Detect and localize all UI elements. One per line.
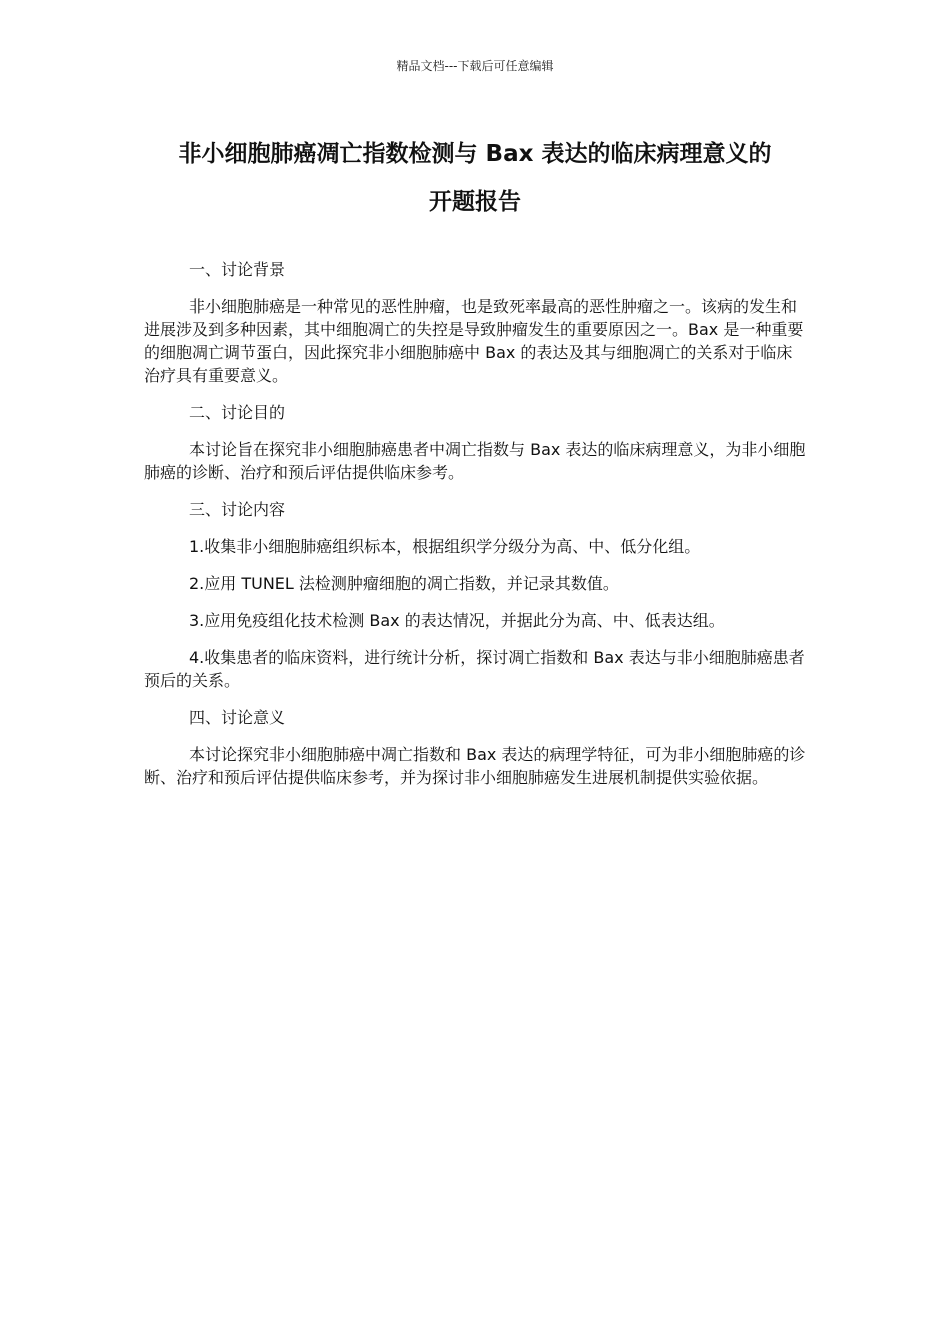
content-item-2: 2.应用 TUNEL 法检测肿瘤细胞的凋亡指数，并记录其数值。 — [189, 574, 619, 593]
paragraph-purpose: 本讨论旨在探究非小细胞肺癌患者中凋亡指数与 Bax 表达的临床病理意义，为非小细胞肺癌的诊断、治疗和预后评估提供临床参考。 — [144, 440, 806, 482]
document-title — [130, 130, 820, 226]
title-line-2: 开题报告 — [429, 189, 521, 215]
section-heading-background: 一、讨论背景 — [189, 260, 286, 279]
document-body — [144, 258, 806, 803]
section-heading-content: 三、讨论内容 — [189, 500, 286, 519]
section-heading-purpose: 二、讨论目的 — [189, 403, 286, 422]
paragraph-significance: 本讨论探究非小细胞肺癌中凋亡指数和 Bax 表达的病理学特征，可为非小细胞肺癌的诊断、治疗和预后评估提供临床参考，并为探讨非小细胞肺癌发生进展机制提供实验依据。 — [144, 745, 806, 787]
header-note: 精品文档---下载后可任意编辑 — [396, 59, 554, 73]
content-item-3: 3.应用免疫组化技术检测 Bax 的表达情况，并据此分为高、中、低表达组。 — [189, 611, 725, 630]
title-line-1: 非小细胞肺癌凋亡指数检测与 Bax 表达的临床病理意义的 — [178, 141, 772, 167]
content-item-4: 4.收集患者的临床资料，进行统计分析，探讨凋亡指数和 Bax 表达与非小细胞肺癌患者预后的关系。 — [144, 648, 805, 690]
paragraph-background: 非小细胞肺癌是一种常见的恶性肿瘤，也是致死率最高的恶性肿瘤之一。该病的发生和进展涉及到多种因素，其中细胞凋亡的失控是导致肿瘤发生的重要原因之一。Bax 是一种重要的细胞凋亡调节蛋白，因此探究非小细胞肺癌中 Bax 的表达及其与细胞凋亡的关系对于临床治疗具有重要意义。 — [144, 297, 804, 385]
content-item-1: 1.收集非小细胞肺癌组织标本，根据组织学分级分为高、中、低分化组。 — [189, 537, 701, 556]
section-heading-significance: 四、讨论意义 — [189, 708, 286, 727]
